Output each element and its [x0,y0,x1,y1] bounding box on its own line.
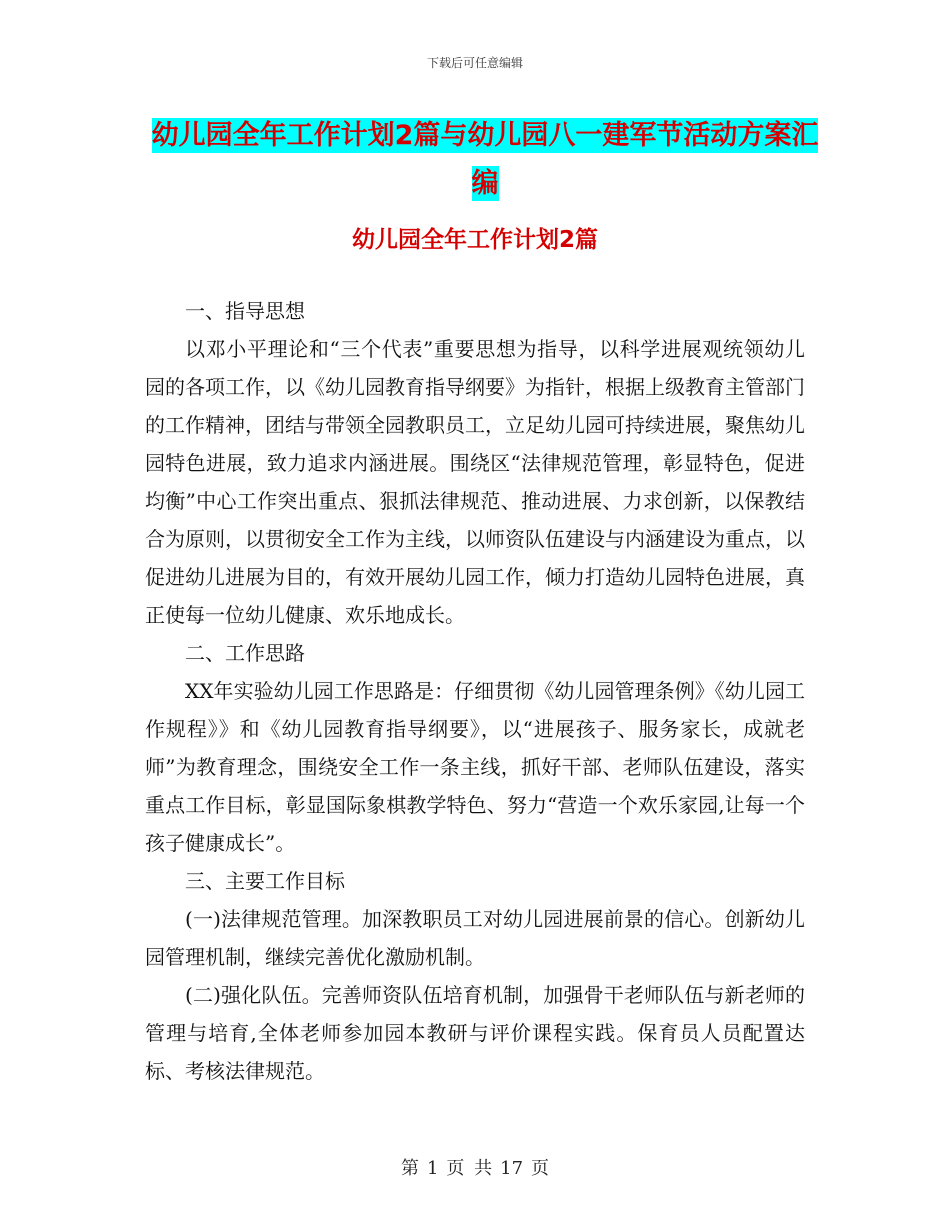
footer-page-number: 1 [426,1158,439,1179]
document-title [145,112,825,208]
footer-suffix: 页 [531,1158,550,1179]
document-body [145,292,805,1090]
footer-prefix: 第 [400,1158,419,1179]
paragraph-goal-2: (二)强化队伍。完善师资队伍培育机制，加强骨干老师队伍与新老师的管理与培育,全体老师参加园本教研与评价课程实践。保育员人员配置达标、考核法律规范。 [145,983,805,1083]
section-title: 幼儿园全年工作计划2篇 [351,227,598,253]
page-footer [0,1154,950,1180]
footer-mid: 页 共 [446,1158,493,1179]
heading-work-approach: 二、工作思路 [185,641,305,665]
heading-guiding-ideology: 一、指导思想 [185,299,305,323]
footer-total-pages: 17 [500,1158,524,1179]
paragraph-work-approach: XX年实验幼儿园工作思路是：仔细贯彻《幼儿园管理条例》《幼儿园工作规程》》和《幼儿园教育指导纲要》，以“进展孩子、服务家长，成就老师”为教育理念，围绕安全工作一条主线，抓好干部、老师队伍建设，落实重点工作目标，彰显国际象棋教学特色、努力“营造一个欢乐家园,让每一个孩子健康成长”。 [145,679,805,855]
document-title-text: 幼儿园全年工作计划2篇与幼儿园八一建军节活动方案汇编 [151,120,819,199]
header-note: 下载后可任意编辑 [426,56,523,70]
paragraph-guiding-ideology: 以邓小平理论和“三个代表”重要思想为指导，以科学进展观统领幼儿园的各项工作，以《幼儿园教育指导纲要》为指针，根据上级教育主管部门的工作精神，团结与带领全园教职员工，立足幼儿园可持续进展，聚焦幼儿园特色进展，致力追求内涵进展。围绕区“法律规范管理，彰显特色，促进均衡”中心工作突出重点、狠抓法律规范、推动进展、力求创新，以保教结合为原则，以贯彻安全工作为主线，以师资队伍建设与内涵建设为重点，以促进幼儿进展为目的，有效开展幼儿园工作，倾力打造幼儿园特色进展，真正使每一位幼儿健康、欢乐地成长。 [145,337,805,627]
paragraph-goal-1: (一)法律规范管理。加深教职员工对幼儿园进展前景的信心。创新幼儿园管理机制，继续完善优化激励机制。 [145,907,805,969]
heading-main-goals: 三、主要工作目标 [185,869,345,893]
